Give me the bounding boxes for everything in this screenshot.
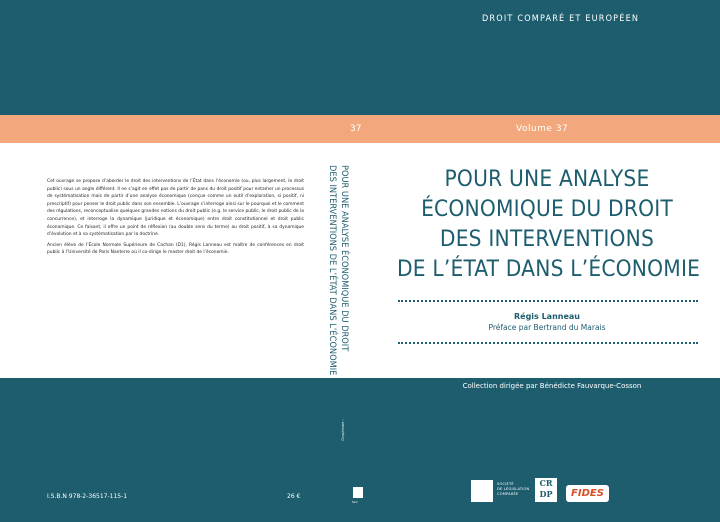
spine-volume-number: 37	[350, 124, 362, 134]
back-summary-paragraph: Cet ouvrage se propose d’aborder le droit des interventions de l’État dans l’économie (ou, plus largement, le droit public) sous un angle différent. Il ne s’agit en effet pas de partir de pans du droit positif pour entamer un processus de systématisation mais de partir d’une analyse économique (conçue comme un outil d’exploration, si positif, ni prescriptif) pour penser le droit public dans son ensemble. L’ouvrage s’interroge ainsi sur le pourquoi et le comment des régulations, reconceptualise quelques grandes notions du droit public (e.g. le service public, le droit public de la concurrence), et interroge la dynamique (juridique et économique) entre droit constitutionnel et droit public économique. Ce faisant, il offre un point de réflexion (au double sens du terme) au droit positif, à sa dynamique d’évolution et à sa systématisation par la doctrine.	[47, 179, 304, 238]
collection-credit: Collection dirigée par Bénédicte Fauvarque-Cosson	[462, 382, 642, 390]
crdp-logo	[535, 478, 557, 502]
book-title	[397, 164, 701, 284]
title-line: POUR UNE ANALYSE	[444, 166, 650, 192]
fides-logo: FIDES	[566, 485, 609, 502]
spine-title-line: POUR UNE ANALYSE ÉCONOMIQUE DU DROIT	[339, 165, 350, 352]
dotted-divider-top	[398, 300, 698, 302]
crdp-logo-line: DP	[539, 489, 553, 499]
dotted-divider-bottom	[398, 342, 698, 344]
back-cover-text	[47, 178, 304, 260]
crdp-logo-line: CR	[539, 478, 553, 488]
series-title: DROIT COMPARÉ ET EUROPÉEN	[482, 14, 640, 24]
slc-emblem-icon	[471, 480, 493, 502]
back-author-bio: Ancien élève de l’École Normale Supérieure de Cachan (D1), Régis Lanneau est maître de conférences en droit public à l’Université de Paris Nanterre où il co-dirige le master droit de l’économie.	[47, 242, 304, 256]
societe-legislation-comparee-logo	[471, 480, 530, 502]
publisher-spine-logo-icon	[353, 487, 363, 498]
spine-logo-caption: SLC	[352, 500, 358, 504]
price: 26 €	[287, 493, 301, 500]
title-line: ÉCONOMIQUE DU DROIT	[421, 196, 673, 222]
bottom-band	[0, 378, 720, 522]
title-line: DES INTERVENTIONS	[439, 226, 655, 252]
spine-title	[326, 165, 350, 376]
spine-credit: Graphisme :	[341, 419, 345, 441]
author-name: Régis Lanneau	[513, 312, 580, 321]
spine-title-line: DES INTERVENTIONS DE L’ÉTAT DANS L’ÉCONOMIE	[327, 165, 338, 376]
isbn: I.S.B.N 978-2-36517-115-1	[47, 493, 128, 500]
slc-logo-text: SOCIÉTÉ DE LÉGISLATION COMPARÉE	[497, 482, 530, 496]
preface-credit: Préface par Bertrand du Marais	[488, 323, 606, 332]
title-line: DE L’ÉTAT DANS L’ÉCONOMIE	[397, 256, 701, 282]
front-volume-label: Volume 37	[516, 124, 569, 134]
